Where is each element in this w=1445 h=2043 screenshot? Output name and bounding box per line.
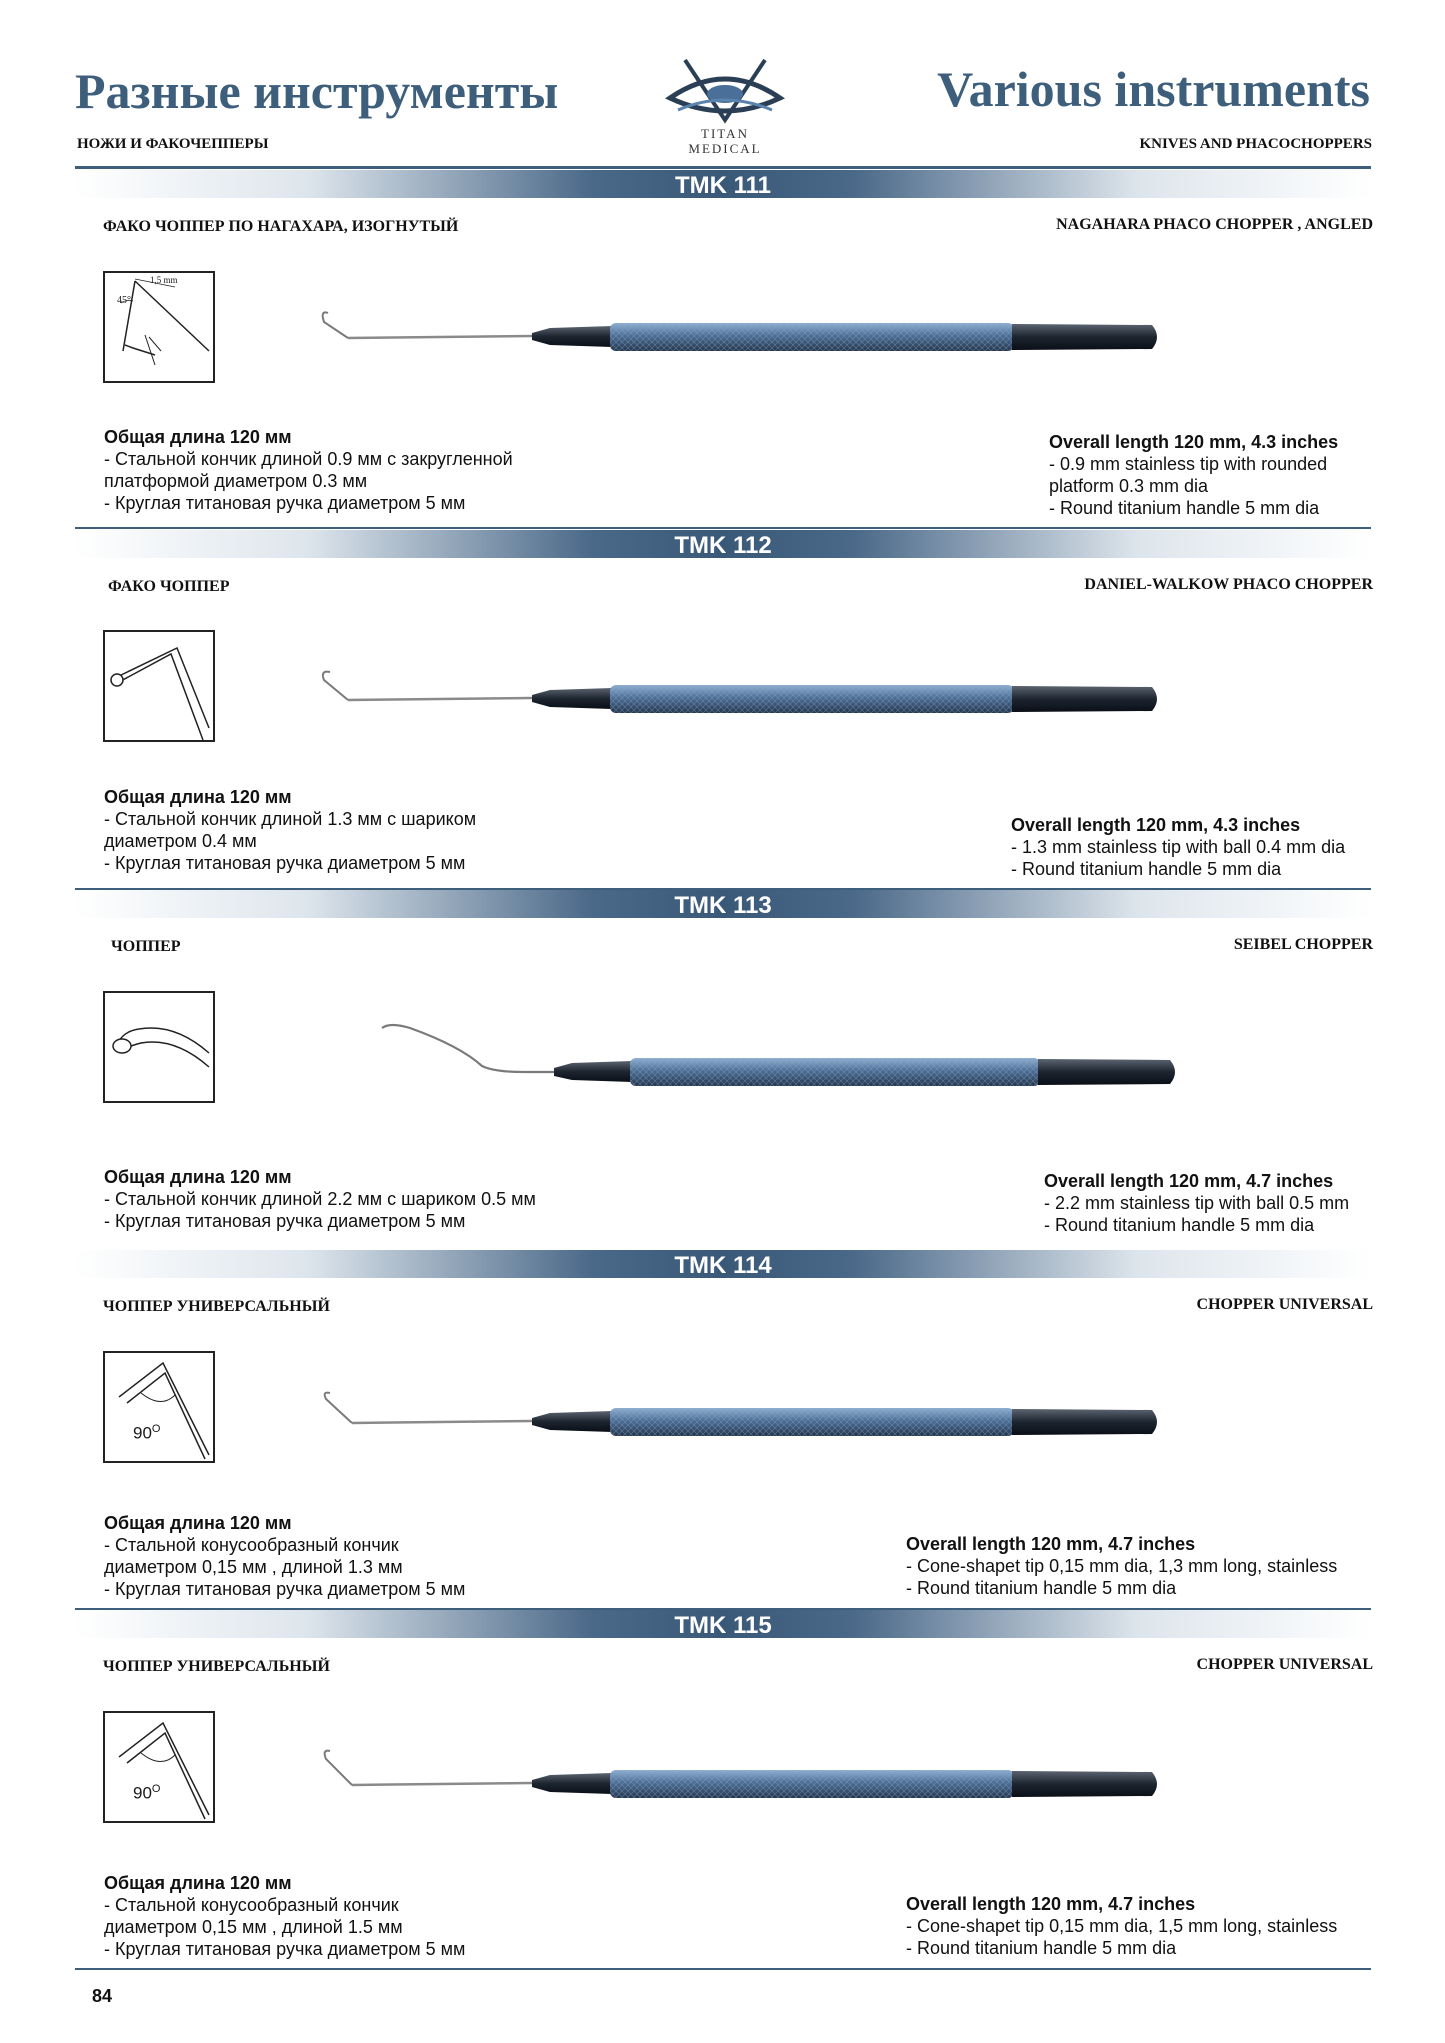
description-en-line-1: Overall length 120 mm, 4.3 inches	[1049, 432, 1339, 452]
description-en	[906, 1893, 1337, 1959]
product-code: TMK 113	[674, 892, 772, 919]
description-en	[1044, 1170, 1349, 1236]
curved-ball-tip-icon	[105, 993, 213, 1101]
angle-tip-icon	[105, 1713, 213, 1821]
description-en-line-3: platform 0.3 mm dia	[1049, 476, 1209, 496]
diagram-dim-label: 1,5 mm	[150, 275, 178, 285]
description-en-line-1: Overall length 120 mm, 4.7 inches	[906, 1894, 1196, 1914]
product-section-tmk-112	[0, 530, 1445, 890]
description-en-line-2: - Cone-shapet tip 0,15 mm dia, 1,5 mm long, stainless	[906, 1916, 1338, 1936]
seibel-chopper-icon	[310, 1012, 1180, 1122]
description-ru-line-4: - Круглая титановая ручка диаметром 5 мм	[104, 1579, 466, 1599]
description-en	[1049, 431, 1338, 519]
section-divider	[75, 527, 1371, 529]
page-number: 84	[92, 1986, 113, 2006]
product-section-tmk-111	[0, 170, 1445, 530]
description-en-line-3: - Round titanium handle 5 mm dia	[906, 1938, 1177, 1958]
instrument-image	[310, 1383, 1180, 1493]
product-section-tmk-115	[0, 1610, 1445, 1970]
description-ru	[104, 426, 513, 514]
description-en-line-1: Overall length 120 mm, 4.7 inches	[1044, 1171, 1334, 1191]
product-section-tmk-114	[0, 1250, 1445, 1610]
product-name-en: CHOPPER UNIVERSAL	[1196, 1296, 1373, 1313]
product-name-en: DANIEL-WALKOW PHACO CHOPPER	[1084, 576, 1373, 593]
page-subtitle-ru: НОЖИ И ФАКОЧЕППЕРЫ	[77, 136, 269, 152]
description-ru-line-2: - Стальной кончик длиной 2.2 мм с шариком 0.5 мм	[104, 1189, 536, 1209]
product-code-bar	[75, 1250, 1371, 1278]
description-ru	[104, 1872, 465, 1960]
product-section-tmk-113	[0, 890, 1445, 1250]
description-ru-line-1: Общая длина 120 мм	[104, 1167, 292, 1187]
description-en-line-2: - 1.3 mm stainless tip with ball 0.4 mm dia	[1011, 837, 1346, 857]
description-ru-line-2: - Стальной конусообразный кончик	[104, 1895, 399, 1915]
description-ru	[104, 786, 476, 874]
tip-diagram	[103, 991, 215, 1103]
product-name-ru: ЧОППЕР УНИВЕРСАЛЬНЫЙ	[103, 1298, 330, 1315]
product-name-en: SEIBEL CHOPPER	[1233, 936, 1373, 953]
product-code-bar	[75, 1610, 1371, 1638]
degree-mark: O	[151, 1783, 161, 1795]
description-en-line-1: Overall length 120 mm, 4.7 inches	[906, 1534, 1196, 1554]
description-en-line-3: - Round titanium handle 5 mm dia	[1044, 1215, 1315, 1235]
product-name-en: NAGAHARA PHACO CHOPPER , ANGLED	[1056, 216, 1373, 233]
description-ru-line-1: Общая длина 120 мм	[104, 1513, 292, 1533]
tip-diagram	[103, 1711, 215, 1823]
description-ru-line-1: Общая длина 120 мм	[104, 787, 292, 807]
phaco-chopper-icon	[310, 662, 1180, 772]
logo-text-1: TITAN	[701, 126, 749, 141]
description-ru-line-2: - Стальной конусообразный кончик	[104, 1535, 399, 1555]
page-subtitle-en: KNIVES AND PHACOCHOPPERS	[1139, 136, 1372, 152]
description-en-line-1: Overall length 120 mm, 4.3 inches	[1011, 815, 1301, 835]
description-ru-line-3: диаметром 0,15 мм , длиной 1.5 мм	[104, 1917, 403, 1937]
product-name-ru: ФАКО ЧОППЕР	[108, 578, 230, 595]
description-en-line-3: - Round titanium handle 5 mm dia	[1011, 859, 1282, 879]
angle-label	[133, 1783, 160, 1804]
product-code: TMK 111	[674, 172, 772, 199]
tip-diagram	[103, 271, 215, 383]
product-name-ru: ЧОППЕР	[111, 938, 181, 955]
logo-text-2: MEDICAL	[688, 141, 762, 156]
header-divider	[75, 166, 1371, 169]
section-divider	[75, 1968, 1371, 1970]
description-en-line-2: - 0.9 mm stainless tip with rounded	[1049, 454, 1328, 474]
titan-medical-logo	[660, 50, 790, 160]
description-ru-line-3: платформой диаметром 0.3 мм	[104, 471, 368, 491]
product-code-bar	[75, 170, 1371, 198]
description-ru	[104, 1512, 465, 1600]
description-ru-line-4: - Круглая титановая ручка диаметром 5 мм	[104, 493, 466, 513]
universal-chopper-icon	[310, 1743, 1180, 1853]
instrument-image	[310, 300, 1180, 410]
description-en	[1011, 814, 1345, 880]
description-en-line-2: - Cone-shapet tip 0,15 mm dia, 1,3 mm long, stainless	[906, 1556, 1338, 1576]
description-ru-line-3: - Круглая титановая ручка диаметром 5 мм	[104, 1211, 466, 1231]
product-name-en: CHOPPER UNIVERSAL	[1196, 1656, 1373, 1673]
product-code-bar	[75, 530, 1371, 558]
description-ru-line-2: - Стальной кончик длиной 0.9 мм с закругленной	[104, 449, 513, 469]
description-en-line-3: - Round titanium handle 5 mm dia	[906, 1578, 1177, 1598]
description-ru	[104, 1166, 536, 1232]
product-name-ru: ЧОППЕР УНИВЕРСАЛЬНЫЙ	[103, 1658, 330, 1675]
description-en	[906, 1533, 1337, 1599]
diagram-angle-label: 45°	[117, 295, 131, 306]
angle-value: 90	[133, 1423, 152, 1443]
tip-diagram	[103, 1351, 215, 1463]
angle-tip-icon	[105, 1353, 213, 1461]
angle-value: 90	[133, 1783, 152, 1803]
description-ru-line-3: диаметром 0.4 мм	[104, 831, 257, 851]
product-code-bar	[75, 890, 1371, 918]
description-ru-line-3: диаметром 0,15 мм , длиной 1.3 мм	[104, 1557, 403, 1577]
page-title-ru: Разные инструменты	[75, 63, 559, 119]
description-en-line-2: - 2.2 mm stainless tip with ball 0.5 mm	[1044, 1193, 1350, 1213]
tip-diagram-icon	[105, 273, 213, 381]
instrument-image	[310, 1743, 1180, 1853]
description-ru-line-1: Общая длина 120 мм	[104, 427, 292, 447]
description-ru-line-2: - Стальной кончик длиной 1.3 мм с шариком	[104, 809, 477, 829]
description-en-line-4: - Round titanium handle 5 mm dia	[1049, 498, 1320, 518]
degree-mark: O	[151, 1423, 161, 1435]
product-name-ru: ФАКО ЧОППЕР ПО НАГАХАРА, ИЗОГНУТЫЙ	[103, 218, 459, 235]
tip-diagram	[103, 630, 215, 742]
product-code: TMK 115	[674, 1612, 772, 1639]
product-code: TMK 114	[674, 1252, 772, 1279]
instrument-image	[310, 1012, 1180, 1122]
phaco-chopper-icon	[310, 300, 1180, 410]
universal-chopper-icon	[310, 1383, 1180, 1493]
instrument-image	[310, 662, 1180, 772]
ball-tip-icon	[105, 632, 213, 740]
description-ru-line-4: - Круглая титановая ручка диаметром 5 мм	[104, 1939, 466, 1959]
description-ru-line-1: Общая длина 120 мм	[104, 1873, 292, 1893]
product-code: TMK 112	[674, 532, 772, 559]
page-title-en: Various instruments	[937, 61, 1370, 117]
angle-label	[133, 1423, 160, 1444]
description-ru-line-4: - Круглая титановая ручка диаметром 5 мм	[104, 853, 466, 873]
